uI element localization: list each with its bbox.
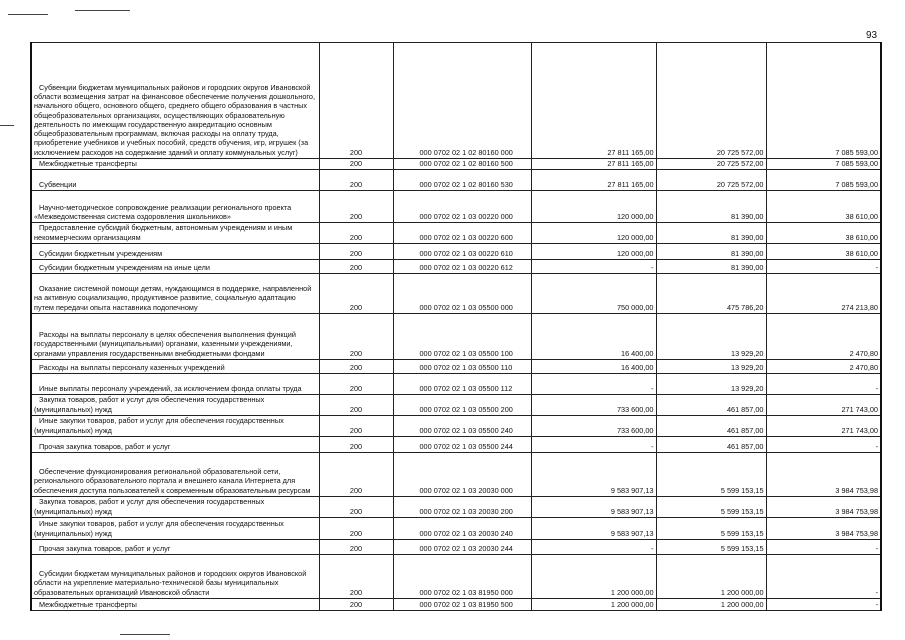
- table-row: [31, 496, 881, 517]
- row-value-executed: 20 725 572,00: [656, 159, 766, 170]
- row-value-remaining: 38 610,00: [766, 243, 881, 259]
- table-row: [31, 191, 881, 223]
- table-row: [31, 273, 881, 313]
- table-row: [31, 517, 881, 539]
- row-kbk: 000 0702 02 1 03 81950 000: [393, 554, 531, 598]
- row-value-approved: 750 000,00: [531, 273, 656, 313]
- row-description: Научно-методическое сопровождение реализации регионального проекта «Межведомственная система оздоровления школьников»: [31, 191, 319, 223]
- row-code: 200: [319, 170, 393, 191]
- table-row: [31, 170, 881, 191]
- row-value-remaining: 271 743,00: [766, 415, 881, 436]
- row-value-approved: 733 600,00: [531, 415, 656, 436]
- row-description: Расходы на выплаты персоналу в целях обеспечения выполнения функций государственными (муниципальными) органами, казенными учреждениями, органами управления государственными внебюджетными фондами: [31, 313, 319, 359]
- row-kbk: 000 0702 02 1 03 81950 500: [393, 598, 531, 610]
- row-value-remaining: -: [766, 373, 881, 394]
- row-value-approved: 27 811 165,00: [531, 43, 656, 159]
- row-code: 200: [319, 373, 393, 394]
- row-description: Межбюджетные трансферты: [31, 598, 319, 610]
- row-description: Прочая закупка товаров, работ и услуг: [31, 436, 319, 452]
- row-kbk: 000 0702 02 1 03 05500 244: [393, 436, 531, 452]
- row-code: 200: [319, 436, 393, 452]
- page-number: 93: [866, 30, 878, 41]
- table-row: [31, 415, 881, 436]
- row-value-executed: 5 599 153,15: [656, 539, 766, 554]
- row-value-approved: 9 583 907,13: [531, 452, 656, 496]
- row-value-executed: 1 200 000,00: [656, 554, 766, 598]
- row-value-executed: 13 929,20: [656, 359, 766, 373]
- row-kbk: 000 0702 02 1 03 00220 600: [393, 223, 531, 244]
- row-value-executed: 5 599 153,15: [656, 452, 766, 496]
- row-value-approved: -: [531, 539, 656, 554]
- row-value-remaining: 274 213,80: [766, 273, 881, 313]
- row-value-executed: 13 929,20: [656, 373, 766, 394]
- row-value-executed: 20 725 572,00: [656, 43, 766, 159]
- row-description: Субвенции: [31, 170, 319, 191]
- row-kbk: 000 0702 02 1 03 05500 112: [393, 373, 531, 394]
- row-kbk: 000 0702 02 1 03 00220 000: [393, 191, 531, 223]
- row-value-remaining: 3 984 753,98: [766, 452, 881, 496]
- row-value-approved: -: [531, 259, 656, 273]
- row-description: Оказание системной помощи детям, нуждающимся в поддержке, направленной на активную социализацию, продуктивное развитие, социальную адаптацию путем передачи опыта наставника подопечному: [31, 273, 319, 313]
- row-description: Расходы на выплаты персоналу казенных учреждений: [31, 359, 319, 373]
- row-value-approved: 16 400,00: [531, 313, 656, 359]
- row-code: 200: [319, 539, 393, 554]
- table-row: [31, 598, 881, 610]
- row-kbk: 000 0702 02 1 03 05500 000: [393, 273, 531, 313]
- row-kbk: 000 0702 02 1 03 05500 240: [393, 415, 531, 436]
- row-value-approved: 9 583 907,13: [531, 496, 656, 517]
- row-code: 200: [319, 313, 393, 359]
- table-row: [31, 223, 881, 244]
- row-value-executed: 475 786,20: [656, 273, 766, 313]
- table-row: [31, 243, 881, 259]
- row-kbk: 000 0702 02 1 02 80160 530: [393, 170, 531, 191]
- row-value-remaining: 2 470,80: [766, 359, 881, 373]
- row-description: Закупка товаров, работ и услуг для обеспечения государственных (муниципальных) нужд: [31, 394, 319, 415]
- row-value-remaining: 7 085 593,00: [766, 43, 881, 159]
- row-kbk: 000 0702 02 1 03 20030 244: [393, 539, 531, 554]
- scan-artifact-line: [0, 125, 14, 126]
- row-value-executed: 81 390,00: [656, 259, 766, 273]
- table-row: [31, 259, 881, 273]
- row-code: 200: [319, 159, 393, 170]
- row-code: 200: [319, 273, 393, 313]
- row-kbk: 000 0702 02 1 03 00220 612: [393, 259, 531, 273]
- row-description: Обеспечение функционирования региональной образовательной сети, регионального образовательного портала и внешнего канала Интернета для обеспечения доступа пользователей к современным образовательным ресурсам: [31, 452, 319, 496]
- row-value-remaining: 271 743,00: [766, 394, 881, 415]
- row-value-approved: 733 600,00: [531, 394, 656, 415]
- row-code: 200: [319, 598, 393, 610]
- row-value-approved: 120 000,00: [531, 223, 656, 244]
- row-value-executed: 5 599 153,15: [656, 496, 766, 517]
- row-value-executed: 5 599 153,15: [656, 517, 766, 539]
- scan-artifact-line: [120, 634, 170, 635]
- row-value-executed: 13 929,20: [656, 313, 766, 359]
- row-value-executed: 461 857,00: [656, 394, 766, 415]
- row-value-remaining: 3 984 753,98: [766, 517, 881, 539]
- row-value-remaining: 38 610,00: [766, 191, 881, 223]
- row-kbk: 000 0702 02 1 03 20030 000: [393, 452, 531, 496]
- budget-table: [30, 42, 882, 611]
- row-kbk: 000 0702 02 1 03 05500 200: [393, 394, 531, 415]
- row-code: 200: [319, 394, 393, 415]
- row-description: Субсидии бюджетам муниципальных районов и городских округов Ивановской области на укрепление материально-технической базы муниципальных образовательных организаций Ивановской области: [31, 554, 319, 598]
- row-value-executed: 81 390,00: [656, 243, 766, 259]
- table-row: [31, 539, 881, 554]
- row-value-approved: 1 200 000,00: [531, 598, 656, 610]
- row-value-approved: 27 811 165,00: [531, 159, 656, 170]
- table-row: [31, 394, 881, 415]
- scan-artifact-line: [75, 10, 130, 11]
- table-row: [31, 359, 881, 373]
- row-value-approved: -: [531, 373, 656, 394]
- scan-artifact-line: [8, 14, 48, 15]
- row-kbk: 000 0702 02 1 03 20030 240: [393, 517, 531, 539]
- row-value-executed: 1 200 000,00: [656, 598, 766, 610]
- table-row: [31, 373, 881, 394]
- row-description: Субсидии бюджетным учреждениям: [31, 243, 319, 259]
- row-description: Иные закупки товаров, работ и услуг для обеспечения государственных (муниципальных) нужд: [31, 415, 319, 436]
- table-row: [31, 43, 881, 159]
- row-value-approved: 16 400,00: [531, 359, 656, 373]
- row-value-remaining: 7 085 593,00: [766, 170, 881, 191]
- table-row: [31, 554, 881, 598]
- row-code: 200: [319, 259, 393, 273]
- row-value-remaining: 3 984 753,98: [766, 496, 881, 517]
- row-code: 200: [319, 243, 393, 259]
- row-kbk: 000 0702 02 1 03 20030 200: [393, 496, 531, 517]
- row-description: Предоставление субсидий бюджетным, автономным учреждениям и иным некоммерческим организациям: [31, 223, 319, 244]
- row-value-remaining: -: [766, 554, 881, 598]
- row-value-approved: 9 583 907,13: [531, 517, 656, 539]
- row-code: 200: [319, 223, 393, 244]
- row-code: 200: [319, 452, 393, 496]
- row-value-approved: -: [531, 436, 656, 452]
- row-kbk: 000 0702 02 1 03 00220 610: [393, 243, 531, 259]
- row-code: 200: [319, 554, 393, 598]
- row-value-remaining: -: [766, 259, 881, 273]
- row-value-approved: 27 811 165,00: [531, 170, 656, 191]
- row-code: 200: [319, 359, 393, 373]
- table-row: [31, 436, 881, 452]
- row-value-executed: 81 390,00: [656, 223, 766, 244]
- table-row: [31, 313, 881, 359]
- table-row: [31, 159, 881, 170]
- row-value-remaining: 38 610,00: [766, 223, 881, 244]
- row-value-executed: 461 857,00: [656, 415, 766, 436]
- row-description: Межбюджетные трансферты: [31, 159, 319, 170]
- row-kbk: 000 0702 02 1 02 80160 000: [393, 43, 531, 159]
- row-value-executed: 20 725 572,00: [656, 170, 766, 191]
- row-description: Субсидии бюджетным учреждениям на иные цели: [31, 259, 319, 273]
- row-description: Субвенции бюджетам муниципальных районов и городских округов Ивановской области возмещения затрат на финансовое обеспечение получения дошкольного, начального общего, основного общего, среднего общего образования в частных общеобразовательных организациях, осуществляющих образовательную деятельность по имеющим государственную аккредитацию основным общеобразовательным программам, включая расходы на оплату труда, приобретение учебников и учебных пособий, средств обучения, игр, игрушек (за исключением расходов на содержание зданий и оплату коммунальных услуг): [31, 43, 319, 159]
- row-description: Закупка товаров, работ и услуг для обеспечения государственных (муниципальных) нужд: [31, 496, 319, 517]
- row-description: Иные закупки товаров, работ и услуг для обеспечения государственных (муниципальных) нужд: [31, 517, 319, 539]
- row-value-approved: 120 000,00: [531, 191, 656, 223]
- row-code: 200: [319, 496, 393, 517]
- row-value-executed: 461 857,00: [656, 436, 766, 452]
- row-value-approved: 120 000,00: [531, 243, 656, 259]
- row-code: 200: [319, 43, 393, 159]
- row-value-remaining: -: [766, 539, 881, 554]
- row-kbk: 000 0702 02 1 03 05500 100: [393, 313, 531, 359]
- row-code: 200: [319, 415, 393, 436]
- row-kbk: 000 0702 02 1 03 05500 110: [393, 359, 531, 373]
- row-description: Прочая закупка товаров, работ и услуг: [31, 539, 319, 554]
- row-value-remaining: 7 085 593,00: [766, 159, 881, 170]
- row-description: Иные выплаты персоналу учреждений, за исключением фонда оплаты труда: [31, 373, 319, 394]
- table-row: [31, 452, 881, 496]
- row-value-executed: 81 390,00: [656, 191, 766, 223]
- row-value-remaining: -: [766, 436, 881, 452]
- row-code: 200: [319, 517, 393, 539]
- row-value-remaining: 2 470,80: [766, 313, 881, 359]
- row-kbk: 000 0702 02 1 02 80160 500: [393, 159, 531, 170]
- row-value-remaining: -: [766, 598, 881, 610]
- row-code: 200: [319, 191, 393, 223]
- row-value-approved: 1 200 000,00: [531, 554, 656, 598]
